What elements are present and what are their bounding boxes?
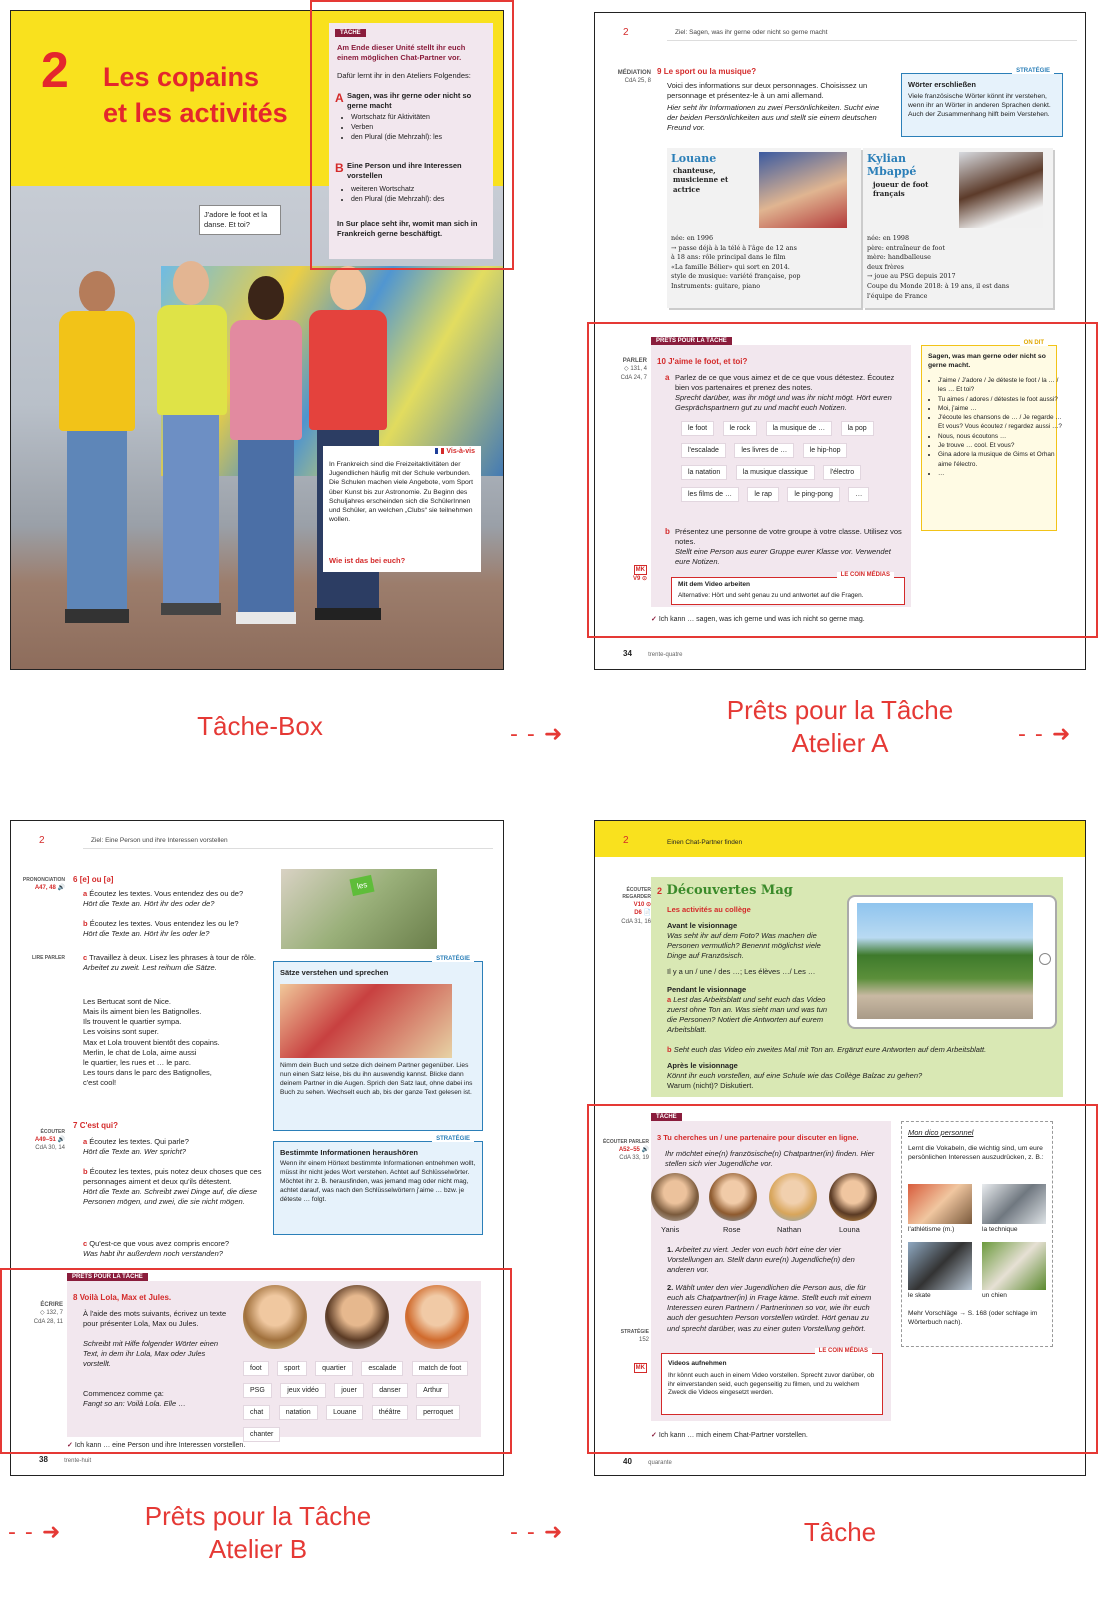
classroom-photo (281, 869, 437, 949)
ex8-heading: 8 Voilà Lola, Max et Jules. (73, 1293, 172, 1302)
kid-name: Rose (723, 1225, 741, 1234)
strategy-text: Viele französische Wörter könnt ihr verstehen, wenn ihr an Wörter in anderen Sprachen denkt. Auch der Zusammenhang hilft beim Verstehen. (908, 93, 1051, 119)
margin-mk: MK (625, 1363, 647, 1373)
list-item: • weiteren Wortschatz (351, 185, 497, 195)
photo-max (325, 1285, 389, 1349)
person-role: chanteuse, musicienne et actrice (673, 166, 729, 194)
margin-lire-parler: LIRE PARLER (32, 955, 65, 961)
photo-louna (829, 1173, 877, 1221)
word-chip: la musique de … (766, 421, 833, 436)
media-box: LE COIN MÉDIAS Mit dem Video arbeiten Alternative: Hört und seht genau zu und antwortet auf die Fragen. (671, 577, 905, 605)
section-b-letter: B (335, 161, 344, 175)
on-dit-box: ON DIT Sagen, was man gerne oder nicht so gerne macht. • J'aime / J'adore / Je déteste le foot / la … / les … Et toi? • Tu aimes / adores / détestes le foot aussi? • Moi, j'aime … • J'écoute les chansons de … / Je regarde … Et vous? Vous écoutez / regardez aussi …? • Nous, nous écoutons … • Je trouve … cool. Et vous? • Gina adore la musique de Gims et Orhan aime l'électro. • … (921, 345, 1057, 531)
page-atelier-b (10, 820, 504, 1476)
person-card-mbappe (863, 148, 1053, 308)
checkmark-icon: ✓ (67, 1442, 73, 1449)
word-chips: foot sport quartier escalade match de foot PSG jeux vidéo jouer danser Arthur chat natation Louane théâtre perroquet chanter (243, 1357, 475, 1445)
ex9-heading: 9 Le sport ou la musique? (657, 67, 757, 76)
tablet-photo (857, 903, 1033, 1019)
photo-nathan (769, 1173, 817, 1221)
dico-photo-chien (982, 1242, 1046, 1290)
prets-box-ex10: PRÊTS POUR LA TÂCHE 10 J'aime le foot, et toi? a Parlez de ce que vous aimez et de ce que vous détestez. Écoutez bien vos partenaires et prenez des notes. Sprecht darüber, was ihr mögt und was ihr nicht mögt. Hört euren Gesprächspartnern gut zu und macht euch Notizen. le foot le rock la musique de … la pop l'escalade les livres de … le hip-hop la natation la musique classique l'électro les films de … le rap le ping-pong … b Présentez une personne de votre groupe à votre classe. Utilisez vos notes. Stellt eine Person aus eurer Gruppe eurer Klasse vor. Verwendet eure Notizen. LE COIN MÉDIAS Mit dem Video arbeiten Alternative: Hört und seht genau zu und antwortet auf die Fragen. (651, 345, 911, 607)
word-chip: … (848, 487, 869, 502)
tablet-home-button (1039, 953, 1051, 965)
ich-kann-line: ✓ Ich kann … mich einem Chat-Partner vorstellen. (651, 1432, 808, 1439)
ex10b-instruction-de: Stellt eine Person aus eurer Gruppe eurer Klasse vor. Verwendet eure Notizen. (675, 547, 891, 567)
strategy-box-1: STRATÉGIE Sätze verstehen und sprechen Nimm dein Buch und setze dich deinem Partner gegenüber. Lies nun einen Satz leise, bis du ihn auswendig kannst. Blicke dann deinem Partner in die Augen. Sprich den Satz laut, ohne dabei ins Buch zu sehen. Wechselt euch ab, bis der ganze Text gelesen ist. (273, 961, 483, 1131)
title-line-2: et les activités (103, 98, 288, 129)
prets-tag: PRÊTS POUR LA TÂCHE (651, 337, 732, 345)
title-line-1: Les copains (103, 62, 260, 92)
page-footer: 40 quarante (623, 1457, 672, 1466)
prets-box-ex8: PRÊTS POUR LA TÂCHE 8 Voilà Lola, Max et Jules. À l'aide des mots suivants, écrivez un texte pour présenter Lola, Max ou Jules. Schreibt mit Hilfe folgender Wörter einen Text, in dem ihr Lola, Max oder Jules vorstellt. Commencez comme ça: Fangt so an: Voilà Lola. Elle … foot sport quartier escalade match de foot PSG jeux vidéo jouer danser Arthur chat natation Louane théâtre perroquet chanter (67, 1281, 481, 1437)
unit-number: 2 (41, 42, 69, 98)
margin-strategie: STRATÉGIE 152 (620, 1329, 649, 1343)
ex3-heading: 3 Tu cherches un / une partenaire pour discuter en ligne. (657, 1133, 859, 1142)
kid-2 (151, 261, 231, 631)
dico-photo-athletisme (908, 1184, 972, 1224)
vis-a-vis-question: Wie ist das bei euch? (329, 556, 406, 565)
list-item: • Verben (351, 123, 497, 133)
word-chip: les livres de … (734, 443, 794, 458)
list-item: • Wortschatz für Aktivitäten (351, 113, 497, 123)
decouvertes-box: 2 Découvertes Mag Les activités au collège Avant le visionnage Was seht ihr auf dem Foto? Was machen die Personen vermutlich? Benennt möglichst viele Dinge auf Französisch. Il y a un / une / des …; Les élèves …/ Les … Pendant le visionnage a Lest das Arbeitsblatt und seht euch das Video zuerst ohne Ton an. Was sieht man und was tun die Personen? Notiert die Antworten auf eurem Arbeitsblatt. b Seht euch das Video ein zweites Mal mit Ton an. Ergänzt eure Antworten auf dem Arbeitsblatt. Après le visionnage Könnt ihr euch vorstellen, auf eine Schule wie das Collège Balzac zu gehen? Warum (nicht)? Diskutiert. (651, 877, 1063, 1097)
tache-lead: Dafür lernt ihr in den Ateliers Folgendes: (337, 71, 471, 80)
ex7a: a Écoutez les textes. Qui parle? Hört die Texte an. Wer spricht? (83, 1137, 189, 1157)
vis-a-vis-box (323, 446, 481, 572)
word-chip: la natation (681, 465, 727, 480)
tablet-frame (847, 895, 1057, 1029)
section-b-list (351, 185, 497, 205)
ex7b: b Écoutez les textes, puis notez deux choses que ces personnages aiment et deux qu'ils détestent. Hört die Texte an. Schreibt zwei Dinge auf, die diese Personen mögen, und zwei, die sie nicht mögen. (83, 1167, 262, 1207)
ex10a-instruction-de: Sprecht darüber, was ihr mögt und was ihr nicht mögt. Hört euren Gesprächspartnern gut zu und macht euch Notizen. (675, 393, 892, 413)
ex6b: b Écoutez les textes. Vous entendez les ou le? Hört die Texte an. Hört ihr les oder le? (83, 919, 239, 939)
word-chip: la pop (841, 421, 874, 436)
word-chip: la musique classique (736, 465, 815, 480)
list-item: • den Plural (die Mehrzahl): des (351, 195, 497, 205)
kid-3 (226, 276, 306, 631)
arrow-right-icon: - - ➜ (8, 1520, 62, 1545)
tache-tag: TÂCHE (335, 29, 366, 37)
arrow-right-icon: - - ➜ (510, 722, 564, 747)
ex2-heading: 2 Découvertes Mag (657, 883, 793, 898)
kid-name: Louna (839, 1225, 860, 1234)
page-tache-box (10, 10, 504, 670)
caption-tache: Tâche (803, 1517, 877, 1547)
unit-title (103, 59, 288, 132)
tache-box (329, 23, 493, 259)
kid-name: Yanis (661, 1225, 680, 1234)
word-chip: les films de … (681, 487, 739, 502)
page-goal: Ziel: Sagen, was ihr gerne oder nicht so gerne macht (675, 29, 828, 36)
photo-jules (405, 1285, 469, 1349)
unit-badge: 2 (623, 27, 629, 38)
ex10-heading: 10 J'aime le foot, et toi? (657, 357, 748, 366)
checkmark-icon: ✓ (651, 1432, 657, 1439)
board-sign: les (349, 875, 374, 896)
unit-badge: 2 (39, 835, 45, 846)
page-atelier-a (594, 12, 1086, 670)
ex6a: a Écoutez les textes. Vous entendez des ou de? Hört die Texte an. Hört ihr des oder de? (83, 889, 244, 909)
margin-ecouter-regarder: ÉCOUTER REGARDER V10 ⊙ D6 📄 CdA 31, 16 (621, 887, 651, 925)
person-photo-mbappe (959, 152, 1043, 228)
ich-kann-line: ✓ Ich kann … eine Person und ihre Interessen vorstellen. (67, 1442, 246, 1449)
person-role: joueur de foot français (873, 180, 929, 199)
margin-ecouter: ÉCOUTER A49–51 🔊 CdA 30, 14 (34, 1129, 65, 1152)
kid-name: Nathan (777, 1225, 802, 1234)
page-footer: 38 trente-huit (39, 1455, 92, 1464)
ich-kann-line: ✓ Ich kann … sagen, was ich gerne und was ich nicht so gerne mag. (651, 616, 865, 623)
arrow-right-icon: - - ➜ (1018, 722, 1072, 747)
person-name: Louane (671, 152, 717, 165)
ex7c: c Qu'est-ce que vous avez compris encore? Was habt ihr außerdem noch verstanden? (83, 1239, 230, 1259)
strategy-box-2: STRATÉGIE Bestimmte Informationen heraushören Wenn ihr einem Hörtext bestimmte Informationen entnehmen wollt, müsst ihr nicht jedes Wort verstehen. Achtet auf Schlüsselwörter. Möchtet ihr z. B. herausfinden, was jemand mag oder nicht mag, achtet darauf, was nach den Schlüsselwörtern j'aime … bzw. je déteste … folgt. (273, 1141, 483, 1235)
caption-atelier-a: Prêts pour la Tâche Atelier A (726, 695, 954, 758)
ex6c: c Travaillez à deux. Lisez les phrases à tour de rôle. Arbeitet zu zweit. Lest reihum die Sätze. (83, 953, 257, 973)
person-name: Kylian Mbappé (867, 152, 917, 179)
word-chip: le foot (681, 421, 714, 436)
margin-mediation: MÉDIATION CdA 25, 8 (617, 70, 651, 85)
caption-tache-box: Tâche-Box (197, 711, 323, 741)
person-photo-louane (759, 152, 847, 228)
arrow-right-icon: - - ➜ (510, 1520, 564, 1545)
section-b-title: Eine Person und ihre Interessen vorstellen (347, 161, 462, 181)
word-chip: le hip-hop (803, 443, 848, 458)
speech-bubble: J'adore le foot et la danse. Et toi? (199, 205, 281, 235)
ex10b-instruction-fr: Présentez une personne de votre groupe à votre classe. Utilisez vos notes. (675, 527, 902, 547)
page-tache (594, 820, 1086, 1476)
caption-atelier-b: Prêts pour la Tâche Atelier B (144, 1501, 372, 1564)
margin-ecouter-parler: ÉCOUTER PARLER A52–55 🔊 CdA 33, 19 (602, 1139, 649, 1162)
dico-photo-technique (982, 1184, 1046, 1224)
ex9-instruction-fr: Voici des informations sur deux personnages. Choisissez un personnage et présentez-le à un ami allemand. (667, 81, 868, 101)
poem-text: Les Bertucat sont de Nice. Mais ils aiment bien les Batignolles. Ils trouvent le quartier sympa. Les voisins sont super. Max et Lola trouvent bientôt des copains. Merlin, le chat de Lola, aime aussi le quartier, les rues et … le parc. Les tours dans le parc des Batignolles, c'est cool! (83, 997, 220, 1087)
media-box: LE COIN MÉDIAS Videos aufnehmen Ihr könnt euch auch in einem Video vorstellen. Sprecht zuvor darüber, ob ihr einverstanden seid, euch gegenseitig zu filmen, und zu welchem Zweck die Videos eingesetzt werden. (661, 1353, 883, 1415)
strategy-box: STRATÉGIE Wörter erschließen Viele französische Wörter könnt ihr verstehen, wenn ihr an Wörter in anderen Sprachen denkt. Auch der Zusammenhang hilft beim Verstehen. (901, 73, 1063, 137)
dico-box: Mon dico personnel Lernt die Vokabeln, die wichtig sind, um eure persönlichen Interessen auszudrücken, z. B.: l'athlétisme (m.) la technique le skate un chien Mehr Vorschläge → S. 168 (oder schlage im Wörterbuch nach). (901, 1121, 1053, 1347)
margin-parler: PARLER ◇ 131, 4 CdA 24, 7 (620, 358, 647, 381)
word-chip: le rock (723, 421, 758, 436)
word-chips (681, 417, 881, 505)
on-dit-list: • J'aime / J'adore / Je déteste le foot / la … / les … Et toi? • Tu aimes / adores / détestes le foot aussi? • Moi, j'aime … • J'écoute les chansons de … / Je regarde … Et vous? Vous écoutez / regardez aussi …? • Nous, nous écoutons … • Je trouve … cool. Et vous? • Gina adore la musique de Gims et Orhan aime l'électro. • … (938, 376, 1062, 478)
kid-1 (51, 271, 141, 631)
section-a-title: Sagen, was ihr gerne oder nicht so gerne macht (347, 91, 472, 111)
strategy-title: Wörter erschließen (908, 80, 976, 89)
tache-box-ex3: TÂCHE 3 Tu cherches un / une partenaire pour discuter en ligne. Ihr möchtet eine(n) französische(n) Chatpartner(in) finden. Hier stellen sich vier Jugendliche vor. Yanis Rose Nathan Louna 1. Arbeitet zu viert. Jeder von euch hört eine der vier Vorstellungen an. Stellt dann eure(n) Jugendliche(n) den anderen vor. 2. Wählt unter den vier Jugendlichen die Person aus, die für euch als Chatpartner(in) in Frage käme. Stellt euch mit einem Interessen euren Partnern / Partnerinnen so vor, wie ihr euch auch der gesuchten Person vorstellen würdet. Hört genau zu und sprecht darüber, was zu einer guten Vorstellung gehört. LE COIN MÉDIAS Videos aufnehmen Ihr könnt euch auch in einem Video vorstellen. Sprecht zuvor darüber, ob ihr einverstanden seid, euch gegenseitig zu filmen, und zu welchem Zweck die Videos eingesetzt werden. (651, 1121, 891, 1421)
margin-media: MK V9 ⊙ (632, 567, 647, 583)
vis-a-vis-tag: Vis-à-vis (435, 448, 475, 455)
tache-intro: Am Ende dieser Unité stellt ihr euch einem möglichen Chat-Partner vor. (337, 43, 466, 63)
ex7-heading: 7 C'est qui? (73, 1121, 119, 1130)
ex10a-instruction-fr: Parlez de ce que vous aimez et de ce que vous détestez. Écoutez bien vos partenaires et prenez des notes. (675, 373, 895, 393)
photo-lola (243, 1285, 307, 1349)
person-facts: née: en 1996 → passe déjà à la télé à l'âge de 12 ans à 18 ans: rôle principal dans le film «La famille Bélier» qui sort en 2014. style de musique: variété française, pop Instruments: guitare, piano (671, 234, 801, 291)
word-chip: l'électro (823, 465, 861, 480)
ex6-heading: 6 [e] ou [ə] (73, 875, 114, 884)
ex9-instruction-de: Hier seht ihr Informationen zu zwei Persönlichkeiten. Sucht eine der beiden Persönlichkeiten aus und stellt sie einem deutschen Freund vor. (667, 103, 880, 133)
page-goal: Ziel: Eine Person und ihre Interessen vorstellen (91, 837, 228, 844)
dico-photo-skate (908, 1242, 972, 1290)
flag-icon (435, 448, 444, 454)
person-card-louane (667, 148, 861, 308)
page-goal: Einen Chat-Partner finden (667, 839, 743, 846)
photo-yanis (651, 1173, 699, 1221)
word-chip: l'escalade (681, 443, 726, 458)
person-facts: née: en 1998 père: entraîneur de foot mère: handballeuse deux frères → joue au PSG depuis 2017 Coupe du Monde 2018: à 19 ans, il est dans l'équipe de France (867, 234, 1010, 300)
section-a-letter: A (335, 91, 344, 105)
list-item: • den Plural (die Mehrzahl): les (351, 133, 497, 143)
vis-a-vis-text: In Frankreich sind die Freizeitaktivitäten der Jugendlichen häufig mit der Schule verbunden. Die Schulen machen viele Angebote, vom Sport über Kunst bis zur Astronomie. Zu Beginn des Schuljahres erscheinden sich die SchülerInnen und Schüler, an welchen „Clubs“ sie teilnehmen wollen. (329, 461, 473, 524)
checkmark-icon: ✓ (651, 616, 657, 623)
word-chip: le ping-pong (787, 487, 840, 502)
section-a-list (351, 113, 497, 143)
margin-ecrire: ÉCRIRE ◇ 132, 7 CdA 28, 11 (33, 1302, 63, 1325)
photo-rose (709, 1173, 757, 1221)
page-footer: 34 trente-quatre (623, 649, 683, 658)
unit-badge: 2 (623, 835, 629, 846)
strategy-photo (280, 984, 452, 1058)
sur-place-note: In Sur place seht ihr, womit man sich in Frankreich gerne beschäftigt. (337, 219, 478, 239)
word-chip: le rap (747, 487, 779, 502)
margin-prononciation: PRONONCIATION A47, 48 🔊 (22, 877, 65, 891)
